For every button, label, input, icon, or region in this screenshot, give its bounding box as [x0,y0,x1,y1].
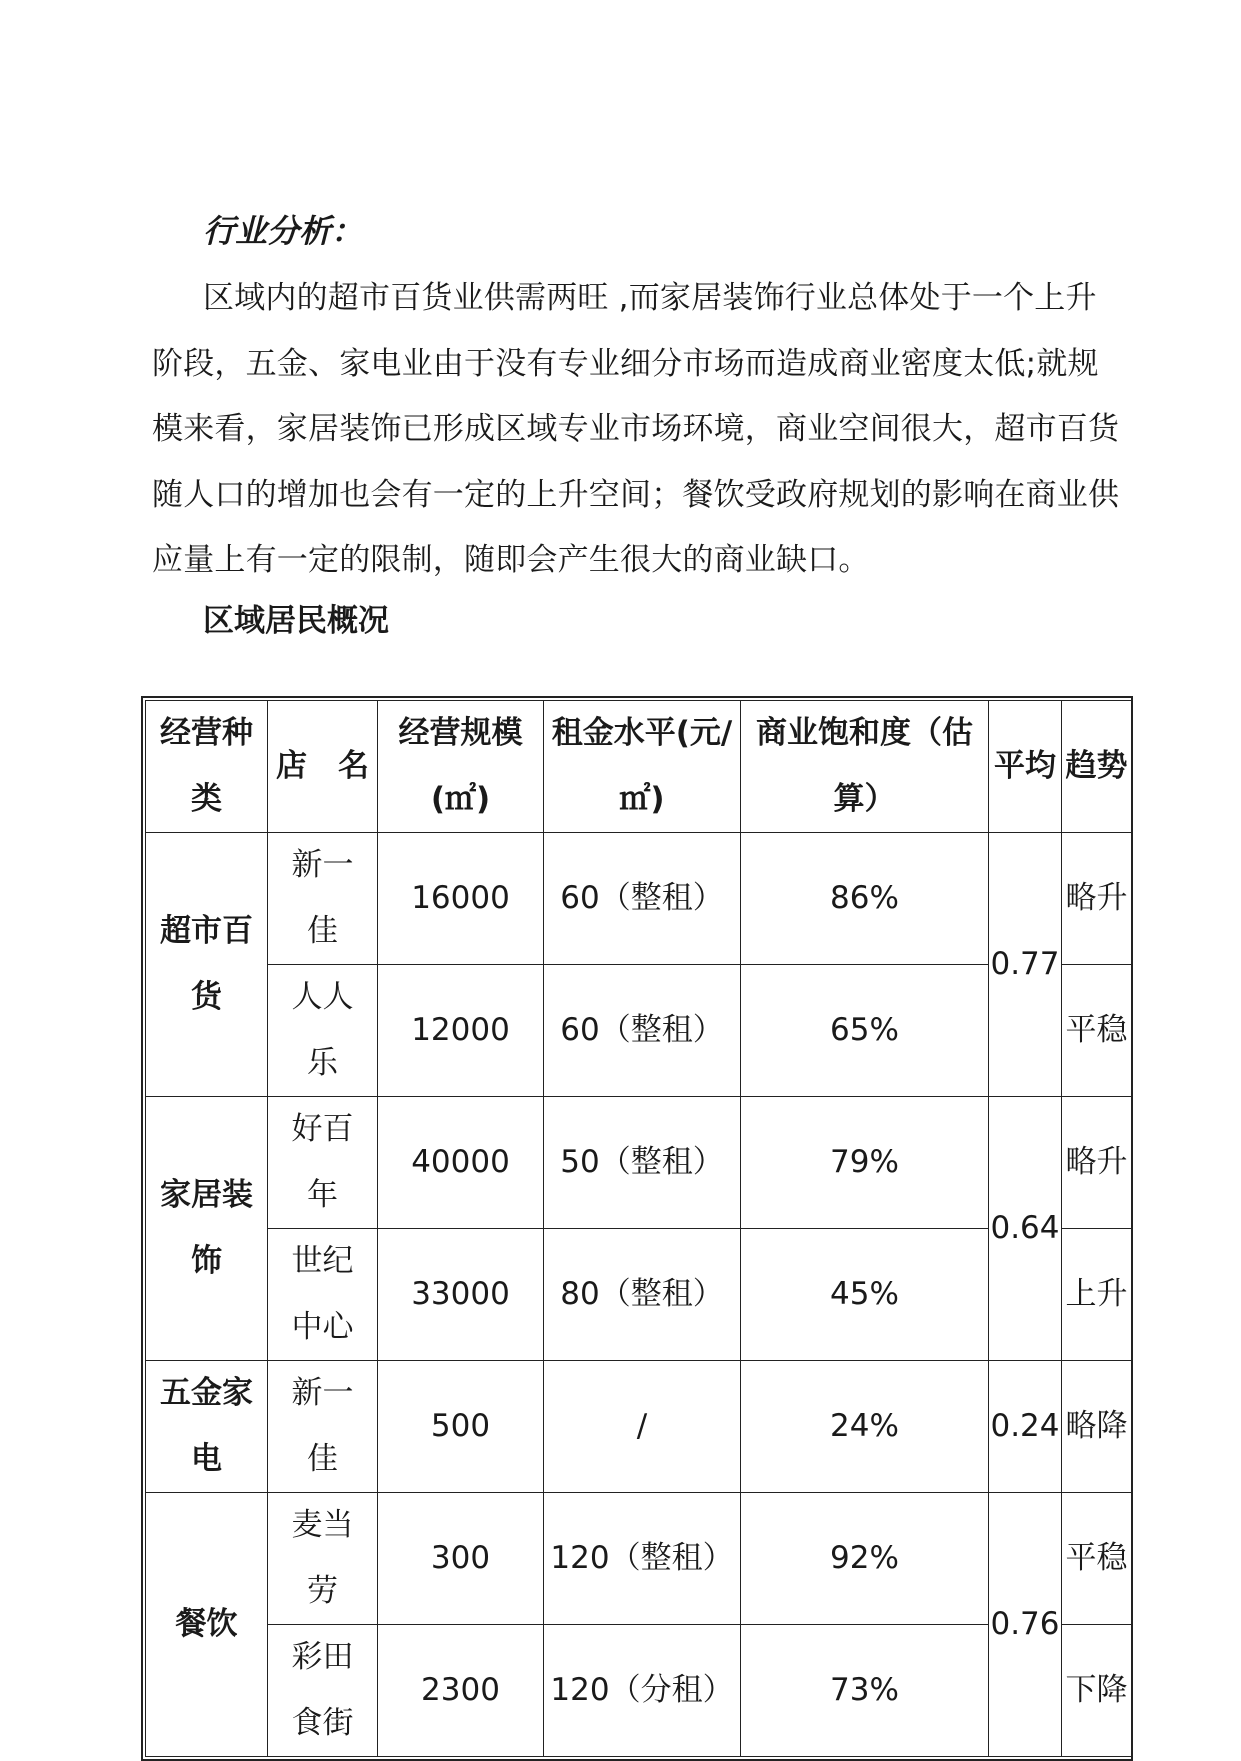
rent-cell: 120（分租） [544,1625,741,1757]
section-heading-industry-analysis: 行业分析： [203,212,364,250]
scale-cell: 33000 [378,1229,544,1361]
header-trend: 趋势 [1062,701,1132,833]
average-cell: 0.77 [989,833,1062,1097]
header-store: 店 名 [268,701,378,833]
store-cell: 人人乐 [268,965,378,1097]
table-header-row [146,701,1132,833]
store-cell: 彩田食街 [268,1625,378,1757]
rent-cell: 60（整租） [544,833,741,965]
saturation-cell: 24% [741,1361,989,1493]
category-cell: 餐饮 [146,1493,268,1757]
table-row [146,965,1132,1097]
table-row [146,1097,1132,1229]
header-average: 平均 [989,701,1062,833]
rent-cell: 60（整租） [544,965,741,1097]
saturation-cell: 79% [741,1097,989,1229]
scale-cell: 500 [378,1361,544,1493]
saturation-cell: 65% [741,965,989,1097]
trend-cell: 略升 [1062,833,1132,965]
table-row [146,1625,1132,1757]
trend-cell: 平稳 [1062,1493,1132,1625]
header-saturation: 商业饱和度（估算） [741,701,989,833]
rent-cell: 80（整租） [544,1229,741,1361]
trend-cell: 下降 [1062,1625,1132,1757]
scale-cell: 12000 [378,965,544,1097]
saturation-cell: 86% [741,833,989,965]
table-row [146,833,1132,965]
saturation-cell: 73% [741,1625,989,1757]
category-cell: 家居装饰 [146,1097,268,1361]
saturation-cell: 45% [741,1229,989,1361]
table-row [146,1229,1132,1361]
trend-cell: 平稳 [1062,965,1132,1097]
trend-cell: 略降 [1062,1361,1132,1493]
header-scale: 经营规模(㎡) [378,701,544,833]
saturation-cell: 92% [741,1493,989,1625]
scale-cell: 40000 [378,1097,544,1229]
trend-cell: 上升 [1062,1229,1132,1361]
category-cell: 超市百货 [146,833,268,1097]
scale-cell: 16000 [378,833,544,965]
scale-cell: 300 [378,1493,544,1625]
header-rent: 租金水平(元/㎡) [544,701,741,833]
trend-cell: 略升 [1062,1097,1132,1229]
rent-cell: 120（整租） [544,1493,741,1625]
header-category: 经营种类 [146,701,268,833]
rent-cell: 50（整租） [544,1097,741,1229]
store-cell: 新一佳 [268,833,378,965]
average-cell: 0.64 [989,1097,1062,1361]
table-row [146,1361,1132,1493]
category-cell: 五金家电 [146,1361,268,1493]
analysis-paragraph: 区域内的超市百货业供需两旺 ,而家居装饰行业总体处于一个上升阶段，五金、家电业由于没有专业细分市场而造成商业密度太低;就规模来看，家居装饰已形成区域专业市场环境，商业空间很大，超市百货随人口的增加也会有一定的上升空间；餐饮受政府规划的影响在商业供应量上有一定的限制，随即会产生很大的商业缺口。 [152,280,1120,578]
store-cell: 新一佳 [268,1361,378,1493]
business-table [141,696,1133,1761]
store-cell: 麦当劳 [268,1493,378,1625]
store-cell: 世纪中心 [268,1229,378,1361]
average-cell: 0.76 [989,1493,1062,1757]
rent-cell: / [544,1361,741,1493]
store-cell: 好百年 [268,1097,378,1229]
scale-cell: 2300 [378,1625,544,1757]
average-cell: 0.24 [989,1361,1062,1493]
section-heading-residents: 区域居民概况 [203,603,389,639]
table-row [146,1493,1132,1625]
